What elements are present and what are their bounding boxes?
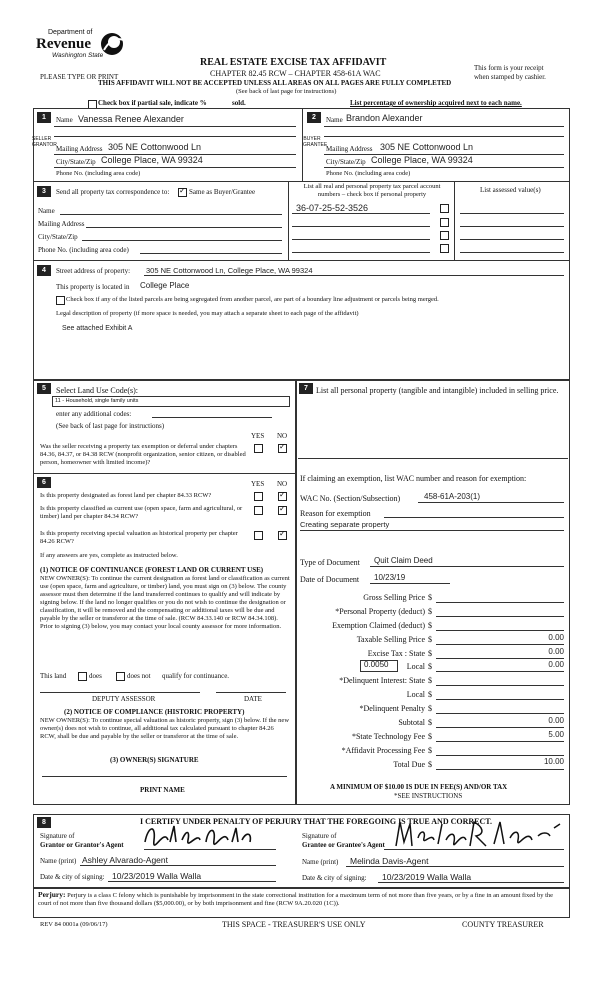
grantor-sig-label1: Signature of [40,832,75,840]
located-label: This property is located in [56,283,130,291]
dollar-sign: $ [428,760,432,769]
tax-row-label: *Delinquent Interest: State [339,676,425,685]
buyer-name: Brandon Alexander [346,113,423,123]
dept-line1: Department of [48,29,93,36]
s3-city-label: City/State/Zip [38,233,78,241]
dollar-sign: $ [428,732,432,741]
tax-row-value: 0.00 [548,633,564,642]
notice-continuance-body: NEW OWNER(S): To continue the current designation as forest land or classification as current use (open space, farm and agriculture, or timber) land, you must sign on (3) below. The county assessor must then determine if the land transferred continues to qualify and will indicate by signing below. If the land no longer qualifies or you do not wish to continue the designation or classification, it will be removed and the compensating or additional taxes will be due and payable by the seller or transferor at the time of sale. (RCW 84.33.140 or RCW 84.34.108). Prior to signing (3) below, you may contact your local county assessor for more information. [40,575,290,630]
grantor-signature [140,822,260,848]
seller-phone-label: Phone No. (including area code) [56,170,141,177]
s3-mailing-label: Mailing Address [38,220,85,228]
does-label: does [89,672,102,680]
same-as-buyer-label: Same as Buyer/Grantee [189,188,256,196]
section-4-num: 4 [37,265,51,276]
current-use-question: Is this property classified as current use (open space, farm and agricultural, or timber) land per chapter 84.34 RCW? [40,505,243,520]
s5-see-back: (See back of last page for instructions) [56,422,165,430]
treasurer-space-label: THIS SPACE - TREASURER'S USE ONLY [222,920,366,929]
same-as-buyer-checkbox[interactable] [178,188,187,197]
percentage-note: List percentage of ownership acquired next to each name. [350,99,522,107]
grantor-name-label: Name (print) [40,857,77,865]
grantee-sig-label1: Signature of [302,832,337,840]
grantee-date-label: Date & city of signing: [302,874,367,882]
seller-side-label: SELLER GRANTOR [32,136,57,148]
form-warning: THIS AFFIDAVIT WILL NOT BE ACCEPTED UNLESS ALL AREAS ON ALL PAGES ARE FULLY COMPLETED [98,79,452,87]
dollar-sign: $ [428,676,432,685]
legal-description-label: Legal description of property (if more space is needed, you may attach a separate sheet to each page of the affidavit) [56,310,359,317]
if-yes-note: If any answers are yes, complete as instructed below. [40,552,178,559]
tax-row-label: *Affidavit Processing Fee [341,746,425,755]
doc-type-label: Type of Document [300,558,360,567]
grantee-name: Melinda Davis-Agent [350,856,429,866]
historic-question: Is this property receiving special valuation as historical property per chapter 84.26 RCW? [40,530,238,545]
grantee-signature-icon [390,818,568,850]
located-city: College Place [140,281,190,290]
parcel-number: 36-07-25-52-3526 [296,203,369,213]
tax-row-value: 10.00 [543,757,564,766]
dollar-sign: $ [428,593,432,602]
grantee-date-city: 10/23/2019 Walla Walla [382,872,472,882]
tax-row-label: *State Technology Fee [351,732,425,741]
land-use-value: 11 - Household, single family units [55,398,139,404]
qualify-label: qualify for continuance. [162,672,230,680]
forest-land-no-checkbox[interactable] [278,492,287,501]
dept-line3: Washington State [52,52,104,59]
sold-label: sold. [232,99,246,107]
certify-statement: I CERTIFY UNDER PENALTY OF PERJURY THAT THE FOREGOING IS TRUE AND CORRECT. [140,817,493,826]
tax-row-value: 0.00 [548,647,564,656]
please-type: PLEASE TYPE OR PRINT [40,73,119,81]
receipt-line1: This form is your receipt [474,64,544,72]
segregated-label: Check box if any of the listed parcels are being segregated from another parcel, are part of a boundary line adjustment or parcels being merged. [66,296,439,303]
dollar-sign: $ [428,718,432,727]
dollar-sign: $ [428,662,432,671]
dollar-sign: $ [428,746,432,755]
parcel-header: List all real and personal property tax parcel account numbers – check box if personal property [303,183,441,198]
forest-land-yes-checkbox[interactable] [254,492,263,501]
see-instructions: *SEE INSTRUCTIONS [394,792,463,800]
form-subtitle: CHAPTER 82.45 RCW – CHAPTER 458-61A WAC [210,69,381,78]
current-use-yes-checkbox[interactable] [254,506,263,515]
grantor-date-label: Date & city of signing: [40,873,105,881]
land-use-label: Select Land Use Code(s): [56,386,138,395]
buyer-side-label: BUYER GRANTEE [303,136,328,148]
wac-label: WAC No. (Section/Subsection) [300,494,401,503]
county-treasurer-label: COUNTY TREASURER [462,920,544,929]
tax-row-label: Subtotal [398,718,425,727]
reason-value: Creating separate property [300,520,390,529]
seller-name-label: Name [56,116,73,124]
seller-name: Vanessa Renee Alexander [78,114,184,124]
seller-city: College Place, WA 99324 [101,155,203,165]
tax-row-label: *Personal Property (deduct) [335,607,425,616]
section-7-num: 7 [299,383,313,394]
exemption-question: Was the seller receiving a property tax exemption or deferral under chapters 84.36, 84.37, or 84.38 RCW (nonprofit organization, senior citizen, or disabled person, homeowner with limited income)? [40,443,246,466]
print-name-label: PRINT NAME [140,786,185,794]
segregated-checkbox[interactable] [56,296,65,305]
grantor-signature-icon [140,822,260,848]
tax-row-value: 0.00 [548,660,564,669]
form-title: REAL ESTATE EXCISE TAX AFFIDAVIT [200,57,387,68]
minimum-due-note: A MINIMUM OF $10.00 IS DUE IN FEE(S) AND/OR TAX [330,783,508,791]
buyer-mailing: 305 NE Cottonwood Ln [380,142,474,152]
notice-continuance-title: (1) NOTICE OF CONTINUANCE (FOREST LAND OR CURRENT USE) [40,566,264,574]
exemption-yes-checkbox[interactable] [254,444,263,453]
dor-logo [28,28,128,72]
historic-no-checkbox[interactable] [278,531,287,540]
deputy-assessor-label: DEPUTY ASSESSOR [92,695,156,703]
s6-no-label: NO [277,480,288,488]
personal-property-label: List all personal property (tangible and intangible) included in selling price. [316,386,559,395]
dollar-sign: $ [428,690,432,699]
grantor-sig-label2: Grantor or Grantor's Agent [40,841,124,849]
parcel-4-personal-checkbox[interactable] [440,244,449,253]
tax-row-label: Excise Tax : State [367,649,425,658]
parcel-3-personal-checkbox[interactable] [440,231,449,240]
seller-mailing: 305 NE Cottonwood Ln [108,142,202,152]
assessed-header: List assessed value(s) [480,186,541,194]
reason-label: Reason for exemption [300,509,371,518]
grantor-date-city: 10/23/2019 Walla Walla [112,871,202,881]
tax-row-label: Gross Selling Price [363,593,425,602]
section-3-num: 3 [37,186,51,197]
street-label: Street address of property: [56,267,131,275]
buyer-name-label: Name [326,116,343,124]
s3-name-label: Name [38,207,55,215]
buyer-mailing-label: Mailing Address [326,145,373,153]
grantee-name-label: Name (print) [302,858,339,866]
additional-codes-label: enter any additional codes: [56,410,132,418]
grantor-name: Ashley Alvarado-Agent [82,855,168,865]
street-address: 305 NE Cottonwood Ln, College Place, WA 99324 [146,266,313,275]
parcel-2-personal-checkbox[interactable] [440,218,449,227]
tax-row-label: *Delinquent Penalty [359,704,425,713]
grantee-signature [390,818,568,850]
does-checkbox[interactable] [78,672,87,681]
dept-line2: Revenue [36,36,91,52]
section-4 [33,260,570,380]
does-not-label: does not [127,672,151,680]
s5-no-label: NO [277,432,288,440]
tax-row-label: Taxable Selling Price [356,635,425,644]
send-correspondence-label: Send all property tax correspondence to: [56,188,170,196]
form-number: REV 84 0001a (09/06/17) [40,921,108,928]
section-6-num: 6 [37,477,51,488]
dollar-sign: $ [428,649,432,658]
dollar-sign: $ [428,621,432,630]
exemption-no-checkbox[interactable] [278,444,287,453]
section-8-num: 8 [37,817,51,828]
grantee-sig-label2: Grantee or Grantee's Agent [302,841,385,849]
doc-date: 10/23/19 [374,573,406,582]
dollar-sign: $ [428,635,432,644]
tax-row-value: 5.00 [548,730,564,739]
wac-number: 458-61A-203(1) [424,492,481,501]
receipt-line2: when stamped by cashier. [474,73,546,81]
parcel-1-personal-checkbox[interactable] [440,204,449,213]
perjury-text: Perjury is a class C felony which is punishable by imprisonment in the state correctional institution for a maximum term of not more than five years, or by a fine in an amount fixed by the court of not more than five thousand dollars ($5,000.00), or by both imprisonment and fine (RCW 9A.20.020 (1C)). [38,892,554,907]
tax-row-label: Local [406,690,425,699]
partial-sale-label: Check box if partial sale, indicate % [98,99,207,107]
historic-yes-checkbox[interactable] [254,531,263,540]
dollar-sign: $ [428,607,432,616]
seller-city-label: City/State/Zip [56,158,96,166]
does-not-checkbox[interactable] [116,672,125,681]
perjury-statement [38,891,564,908]
dollar-sign: $ [428,704,432,713]
section-1-num: 1 [37,112,51,123]
s5-yes-label: YES [251,432,265,440]
forest-land-question: Is this property designated as forest land per chapter 84.33 RCW? [40,492,212,499]
exemption-claim-label: If claiming an exemption, list WAC number and reason for exemption: [300,474,527,483]
section-5-num: 5 [37,383,51,394]
local-rate: 0.0050 [364,660,389,669]
notice-compliance-title: (2) NOTICE OF COMPLIANCE (HISTORIC PROPERTY) [64,708,245,716]
deputy-date-label: DATE [244,695,262,703]
section-2-num: 2 [307,112,321,123]
doc-type: Quit Claim Deed [374,556,433,565]
see-back: (See back of last page for instructions) [236,88,337,95]
tax-row-label: Exemption Claimed (deduct) [332,621,425,630]
current-use-no-checkbox[interactable] [278,506,287,515]
owner-signature-title: (3) OWNER(S) SIGNATURE [110,756,199,764]
tax-row-label: Total Due [393,760,425,769]
s6-yes-label: YES [251,480,265,488]
legal-description: See attached Exhibit A [62,325,133,332]
notice-compliance-body: NEW OWNER(S): To continue special valuation as historic property, sign (3) below. If the new owner(s) does not wish to continue, all additional tax calculated pursuant to chapter 84.26 RCW, shall be due and payable by the seller or transferor at the time of sale. [40,717,290,740]
buyer-phone-label: Phone No. (including area code) [326,170,411,177]
doc-date-label: Date of Document [300,575,360,584]
s3-phone-label: Phone No. (including area code) [38,246,129,254]
buyer-city: College Place, WA 99324 [371,155,473,165]
tax-row-value: 0.00 [548,716,564,725]
buyer-city-label: City/State/Zip [326,158,366,166]
this-land-label: This land [40,672,67,680]
tax-row-label: Local [406,662,425,671]
seller-mailing-label: Mailing Address [56,145,103,153]
perjury-title: Perjury: [38,890,66,899]
